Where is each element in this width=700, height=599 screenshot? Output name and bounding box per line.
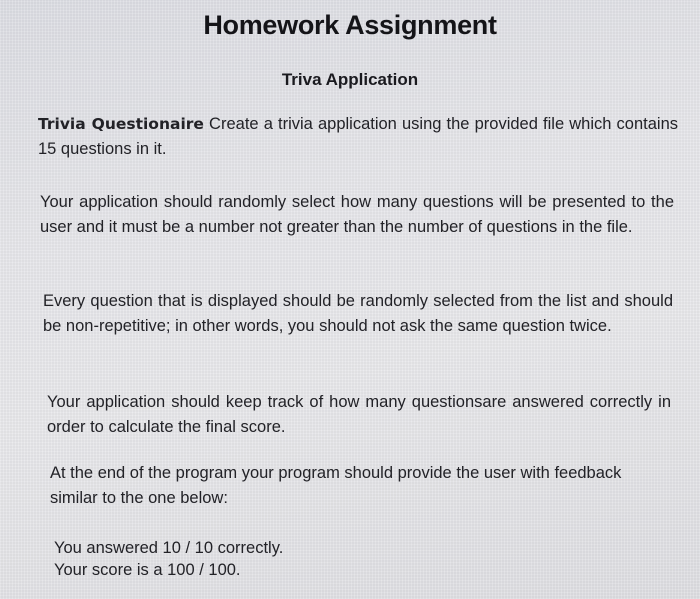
page-title: Homework Assignment (203, 10, 497, 40)
sample-output-line-1: You answered 10 / 10 correctly. (54, 539, 284, 557)
paragraph-intro (38, 112, 678, 162)
paragraph-random-count: Your application should randomly select how many questions will be presented to the user and it must be a number not greater than the number of questions in the file. (40, 193, 674, 236)
page-subtitle: Triva Application (281, 70, 419, 89)
paragraph-intro-lead: Trivia Questionaire (38, 115, 204, 133)
paragraph-feedback: At the end of the program your program should provide the user with feedback similar to the one below: (50, 464, 622, 507)
paragraph-score-tracking: Your application should keep track of how many questionsare answered correctly in order to calculate the final score. (47, 393, 671, 436)
paragraph-random-selection: Every question that is displayed should be randomly selected from the list and should be non-repetitive; in other words, you should not ask the same question twice. (43, 292, 673, 335)
sample-output (54, 537, 554, 581)
sample-output-line-2: Your score is a 100 / 100. (54, 561, 241, 579)
paragraph-intro-text: Create a trivia application using the provided file which contains 15 questions in it. (38, 115, 678, 158)
